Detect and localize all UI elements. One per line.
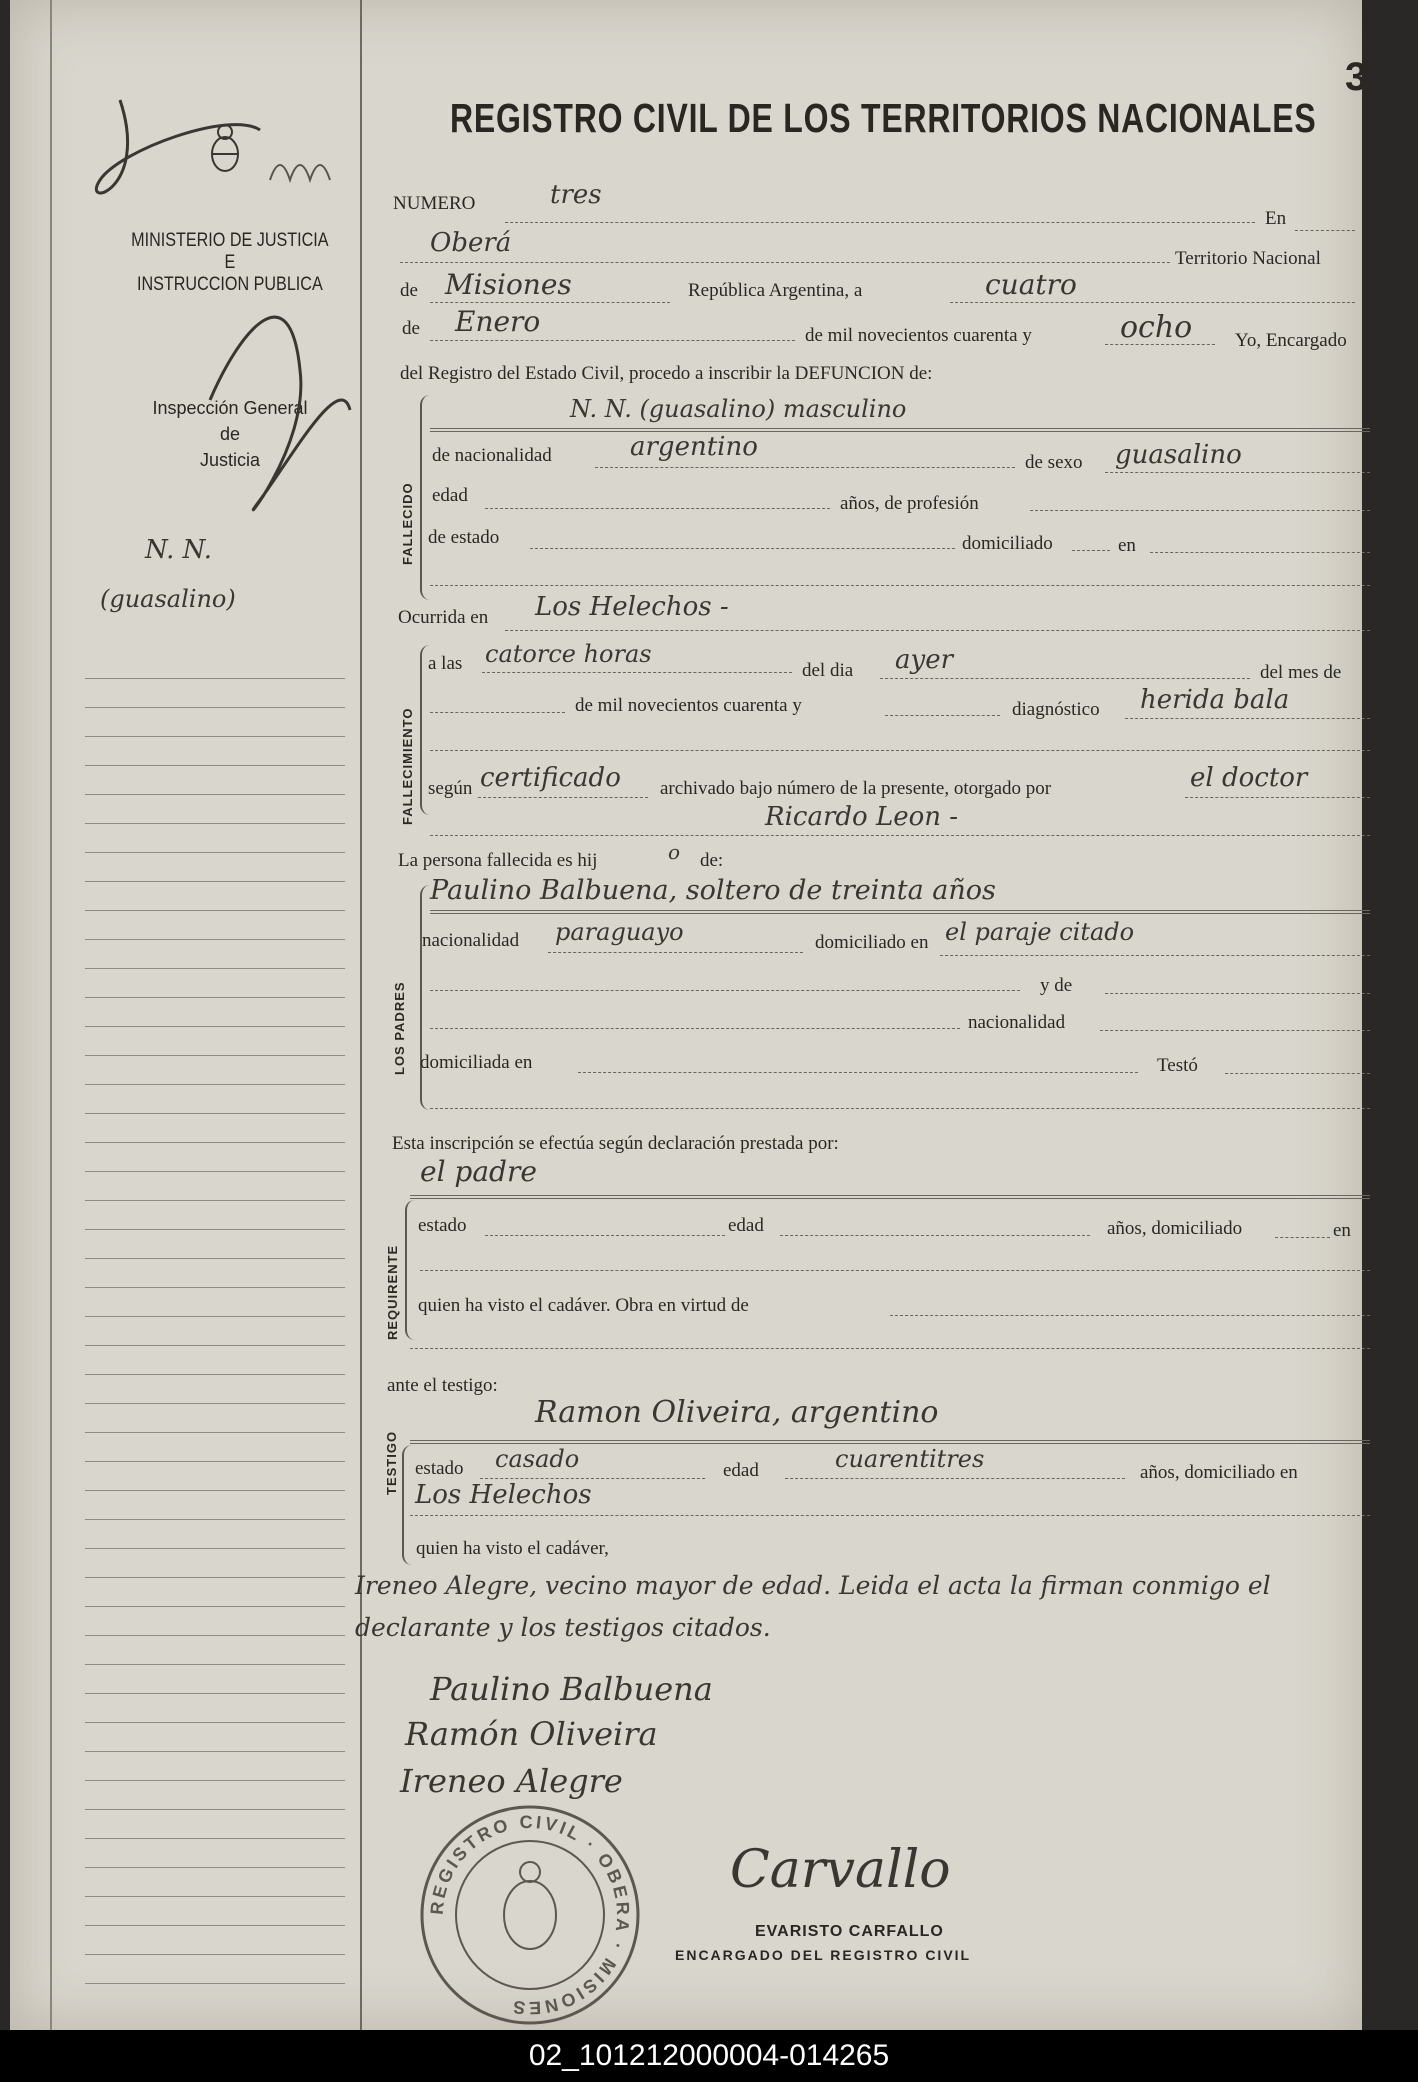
hw-nombre: N. N. (guasalino) masculino — [570, 395, 907, 423]
margin-note-guasalino: (guasalino) — [100, 585, 236, 613]
document-sheet — [10, 0, 1368, 2030]
hw-doctor: Ricardo Leon - — [765, 802, 959, 832]
hw-testigo-nombre: Ramon Oliveira, argentino — [535, 1395, 939, 1430]
label-anos-profesion: años, de profesión — [840, 493, 979, 514]
hw-testigo-edad: cuarentitres — [835, 1445, 985, 1473]
ministry-line-3: INSTRUCCION PUBLICA — [136, 274, 323, 295]
stamp-text: REGISTRO CIVIL · OBERA · MISIONES — [426, 1811, 634, 2019]
hw-territorio: Misiones — [445, 268, 572, 301]
inspeccion-line-2: de — [219, 424, 241, 444]
label-segun: según — [428, 778, 473, 799]
hw-otorgado: el doctor — [1190, 763, 1308, 793]
section-label-testigo: TESTIGO — [384, 1430, 399, 1495]
label-del-dia: del dia — [802, 660, 854, 681]
hw-nacionalidad: argentino — [630, 432, 758, 462]
label-domiciliado-en: domiciliado en — [815, 932, 929, 953]
label-persona-de: de: — [700, 850, 724, 871]
ministry-line-1: MINISTERIO DE JUSTICIA — [131, 230, 329, 251]
label-test-quien: quien ha visto el cadáver, — [416, 1538, 609, 1559]
hw-cierre: Ireneo Alegre, vecino mayor de edad. Leida el acta la firman conmigo el declarante y los testigos citados. — [355, 1571, 1271, 1642]
label-nacionalidad: de nacionalidad — [432, 445, 552, 466]
hw-numero: tres — [550, 180, 602, 210]
hw-mes: Enero — [455, 305, 541, 338]
label-territorio: Territorio Nacional — [1175, 248, 1321, 269]
section-label-requirente: REQUIRENTE — [385, 1244, 400, 1340]
image-id-footer: 02_101212000004-014265 — [0, 2030, 1418, 2082]
section-label-padres: LOS PADRES — [392, 981, 407, 1075]
label-testo: Testó — [1157, 1055, 1198, 1076]
label-domiciliado: domiciliado — [962, 533, 1053, 554]
label-req-estado: estado — [418, 1215, 467, 1236]
label-nacionalidad-2: nacionalidad — [968, 1012, 1066, 1033]
label-de-1: de — [400, 280, 418, 301]
label-de-mil-2: de mil novecientos cuarenta y — [575, 695, 802, 716]
label-ocurrida: Ocurrida en — [398, 607, 489, 628]
inspeccion-line-3: Justicia — [199, 450, 261, 470]
hw-firma-2: Ramón Oliveira — [405, 1715, 658, 1753]
hw-firma-encargado: Carvallo — [730, 1840, 951, 1900]
document-title: REGISTRO CIVIL DE LOS TERRITORIOS NACIONALES — [450, 95, 1317, 141]
hw-lugar: Oberá — [430, 228, 512, 258]
label-de-2: de — [402, 318, 420, 339]
label-diagnostico: diagnóstico — [1012, 699, 1100, 720]
label-archivado: archivado bajo número de la presente, otorgado por — [660, 778, 1052, 799]
label-yo: Yo, Encargado — [1235, 330, 1347, 351]
label-estado: de estado — [428, 527, 500, 548]
label-sexo: de sexo — [1025, 452, 1083, 473]
hw-hijo-o: o — [668, 840, 681, 864]
hw-anio: ocho — [1120, 310, 1193, 345]
label-republica: República Argentina, a — [688, 280, 863, 301]
label-domiciliada: domiciliada en — [420, 1052, 533, 1073]
inspeccion-line-1: Inspección General — [152, 398, 308, 418]
label-esta-inscripcion: Esta inscripción se efectúa según declaración prestada por: — [392, 1133, 839, 1154]
hw-firma-3: Ireneo Alegre — [400, 1762, 623, 1800]
label-persona: La persona fallecida es hij — [398, 850, 598, 871]
hw-padre: Paulino Balbuena, soltero de treinta años — [430, 875, 996, 906]
hw-firma-1: Paulino Balbuena — [430, 1670, 713, 1708]
hw-ocurrida: Los Helechos - — [535, 592, 729, 622]
hw-sexo: guasalino — [1115, 440, 1242, 470]
hw-padre-dom: el paraje citado — [945, 918, 1135, 946]
label-en-2: en — [1118, 535, 1136, 556]
hw-dia-fallec: ayer — [895, 645, 954, 675]
hw-diagnostico: herida bala — [1140, 685, 1290, 715]
registro-civil-stamp-icon — [415, 1800, 645, 2030]
label-y-de: y de — [1040, 975, 1073, 996]
margin-signature-icon — [60, 70, 360, 590]
label-test-estado: estado — [415, 1458, 464, 1479]
label-en: En — [1265, 208, 1287, 229]
label-a-las: a las — [428, 653, 463, 674]
label-del-registro: del Registro del Estado Civil, procedo a inscribir la DEFUNCION de: — [400, 363, 933, 384]
hw-testigo-dom: Los Helechos — [415, 1480, 592, 1510]
margin-ruled-lines — [85, 650, 345, 2010]
hw-testigo-estado: casado — [495, 1445, 580, 1473]
hw-padre-nac: paraguayo — [555, 918, 684, 946]
svg-text:REGISTRO CIVIL · OBERA · MISIO — [427, 1812, 634, 2018]
hw-declarante: el padre — [420, 1155, 537, 1188]
margin-note-nn: N. N. — [145, 535, 212, 565]
label-mil: de mil novecientos cuarenta y — [805, 325, 1032, 346]
signatory-name: EVARISTO CARFALLO — [755, 1923, 944, 1940]
section-label-fallecido: FALLECIDO — [400, 482, 415, 565]
section-label-fallecimiento: FALLECIMIENTO — [400, 707, 415, 825]
ministry-line-2: E — [224, 252, 236, 273]
label-req-quien: quien ha visto el cadáver. Obra en virtud de — [418, 1295, 749, 1316]
label-del-mes: del mes de — [1260, 662, 1342, 683]
label-padre-nacionalidad: nacionalidad — [422, 930, 520, 951]
label-req-edad: edad — [728, 1215, 764, 1236]
label-test-anos: años, domiciliado en — [1140, 1462, 1298, 1483]
label-edad: edad — [432, 485, 468, 506]
signatory-role: ENCARGADO DEL REGISTRO CIVIL — [675, 1947, 972, 1963]
folio-number: 3 — [1345, 55, 1368, 99]
label-test-edad: edad — [723, 1460, 759, 1481]
label-numero: NUMERO — [393, 193, 476, 214]
label-req-en: en — [1333, 1220, 1351, 1241]
label-req-anos: años, domiciliado — [1107, 1218, 1243, 1239]
hw-hora: catorce horas — [485, 640, 652, 668]
label-ante-testigo: ante el testigo: — [387, 1375, 498, 1396]
hw-dia: cuatro — [985, 268, 1077, 301]
hw-segun: certificado — [480, 763, 621, 793]
